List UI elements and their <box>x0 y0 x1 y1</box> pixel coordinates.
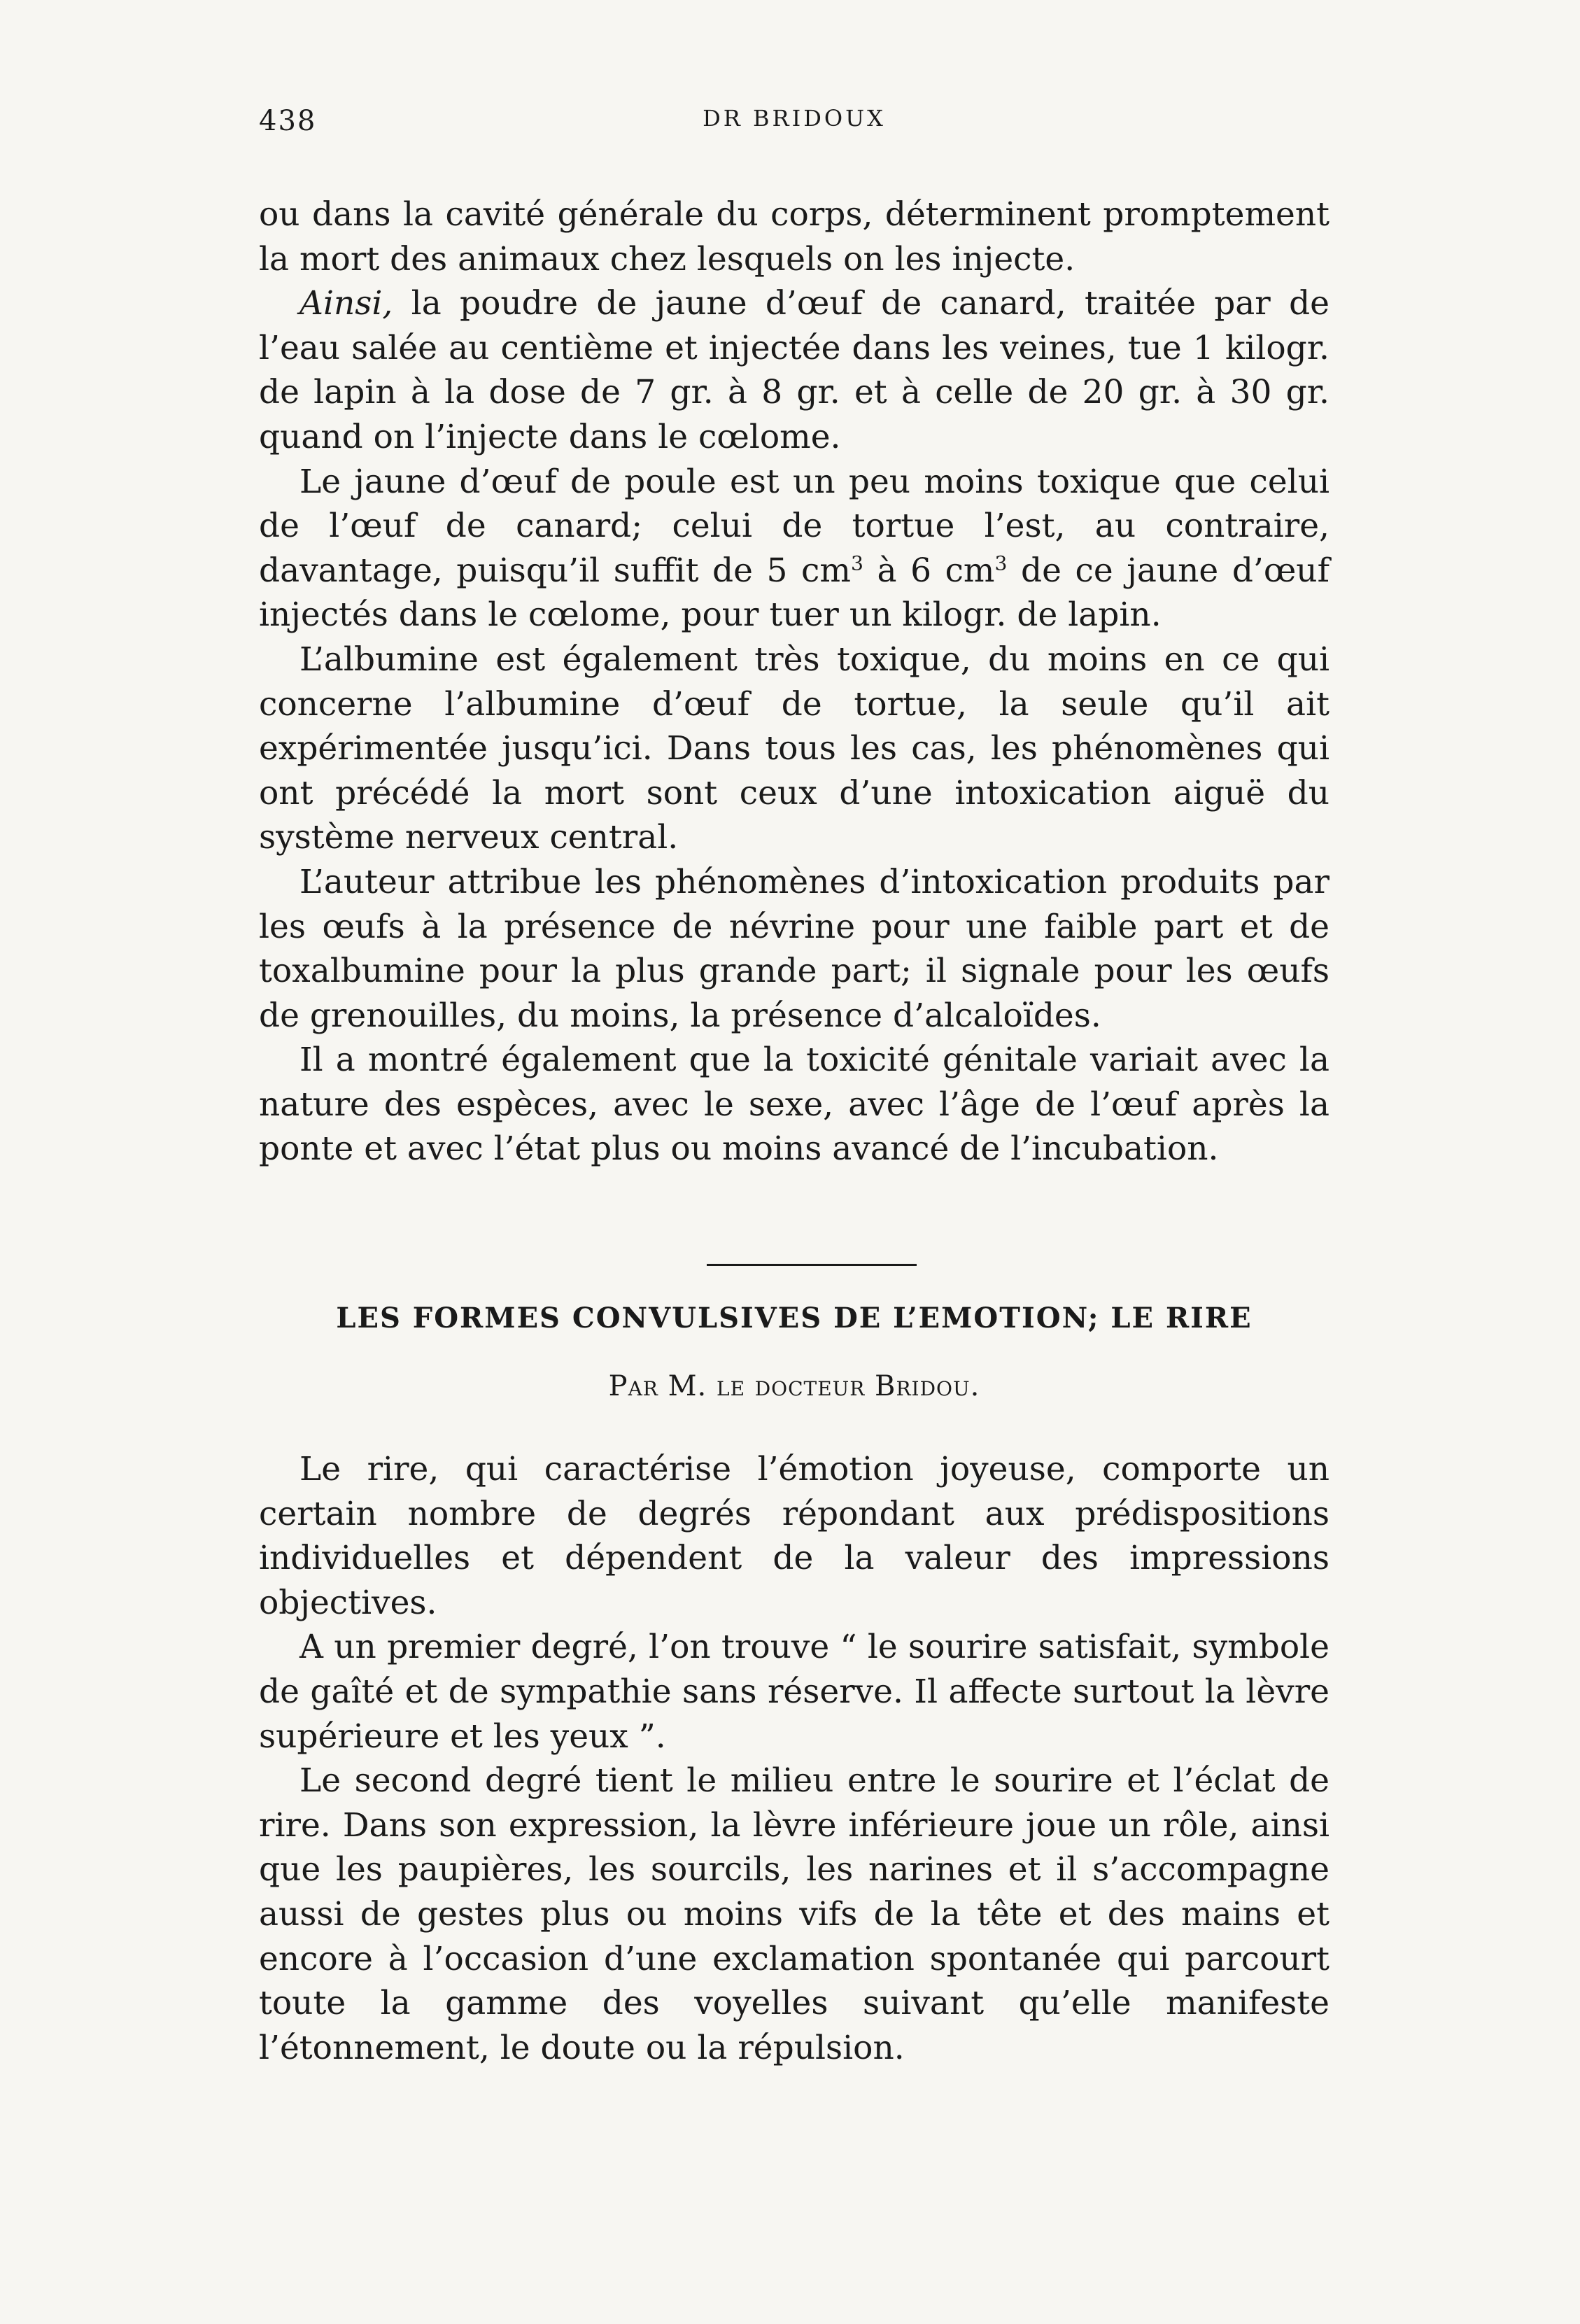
bottom-text-block <box>259 1447 1329 2070</box>
paragraph-text: la poudre de jaune d’œuf de canard, traitée par de l’eau salée au centième et injectée dans les veines, tue 1 kilogr. de lapin à la dose de 7 gr. à 8 gr. et à celle de 20 gr. à 30 gr. quand on l’injecte dans le cœlome. <box>259 284 1329 456</box>
paragraph: Le second degré tient le milieu entre le sourire et l’éclat de rire. Dans son expression, la lèvre inférieure joue un rôle, ainsi que les paupières, les sourcils, les narines et il s’accompagne aussi de gestes plus ou moins vifs de la tête et des mains et encore à l’occasion d’une exclamation spontanée qui parcourt toute la gamme des voyelles suivant qu’elle manifeste l’étonnement, le doute ou la répulsion. <box>259 1761 1329 2067</box>
paragraph-text: de ce jaune d’œuf injectés dans le cœlome, pour tuer un kilogr. de lapin. <box>259 551 1329 635</box>
paragraph: Le rire, qui caractérise l’émotion joyeuse, comporte un certain nombre de degrés répondant aux prédispositions individuelles et dépendent de la valeur des impressions objectives. <box>259 1450 1329 1622</box>
paragraph-text: Le jaune d’œuf de poule est un peu moins toxique que celui de l’œuf de canard; celui de tortue l’est, au contraire, davantage, puisqu’il suffit de 5 cm <box>259 462 1329 590</box>
paragraph <box>259 281 1329 459</box>
running-head: DR BRIDOUX <box>703 105 886 132</box>
paragraph: A un premier degré, l’on trouve “ le sourire satisfait, symbole de gaîté et de sympathie sans réserve. Il affecte surtout la lèvre supérieure et les yeux ”. <box>259 1628 1329 1756</box>
top-text-block <box>259 192 1329 1171</box>
section-divider <box>707 1264 917 1266</box>
superscript: 3 <box>994 551 1008 575</box>
paragraph: L’albumine est également très toxique, du moins en ce qui concerne l’albumine d’œuf de tortue, la seule qu’il ait expérimentée jusqu’ici. Dans tous les cas, les phénomènes qui ont précédé la mort sont ceux d’une intoxication aiguë du système nerveux central. <box>259 640 1329 857</box>
emphasis-text: Ainsi, <box>299 284 393 323</box>
page-header <box>259 105 1329 147</box>
paragraph <box>259 460 1329 638</box>
paragraph: Il a montré également que la toxicité génitale variait avec la nature des espèces, avec le sexe, avec l’âge de l’œuf après la ponte et avec l’état plus ou moins avancé de l’incubation. <box>259 1041 1329 1169</box>
page-number: 438 <box>259 105 317 137</box>
paragraph: L’auteur attribue les phénomènes d’intoxication produits par les œufs à la présence de névrine pour une faible part et de toxalbumine pour la plus grande part; il signale pour les œufs de grenouilles, du moins, la présence d’alcaloïdes. <box>259 862 1329 1035</box>
superscript: 3 <box>850 551 863 575</box>
section-title: LES FORMES CONVULSIVES DE L’EMOTION; LE RIRE <box>336 1302 1253 1334</box>
author-byline: Par M. le docteur Bridou. <box>608 1370 980 1402</box>
paragraph-text: à 6 cm <box>863 551 995 590</box>
paragraph: ou dans la cavité générale du corps, déterminent promptement la mort des animaux chez lesquels on les injecte. <box>259 195 1329 279</box>
